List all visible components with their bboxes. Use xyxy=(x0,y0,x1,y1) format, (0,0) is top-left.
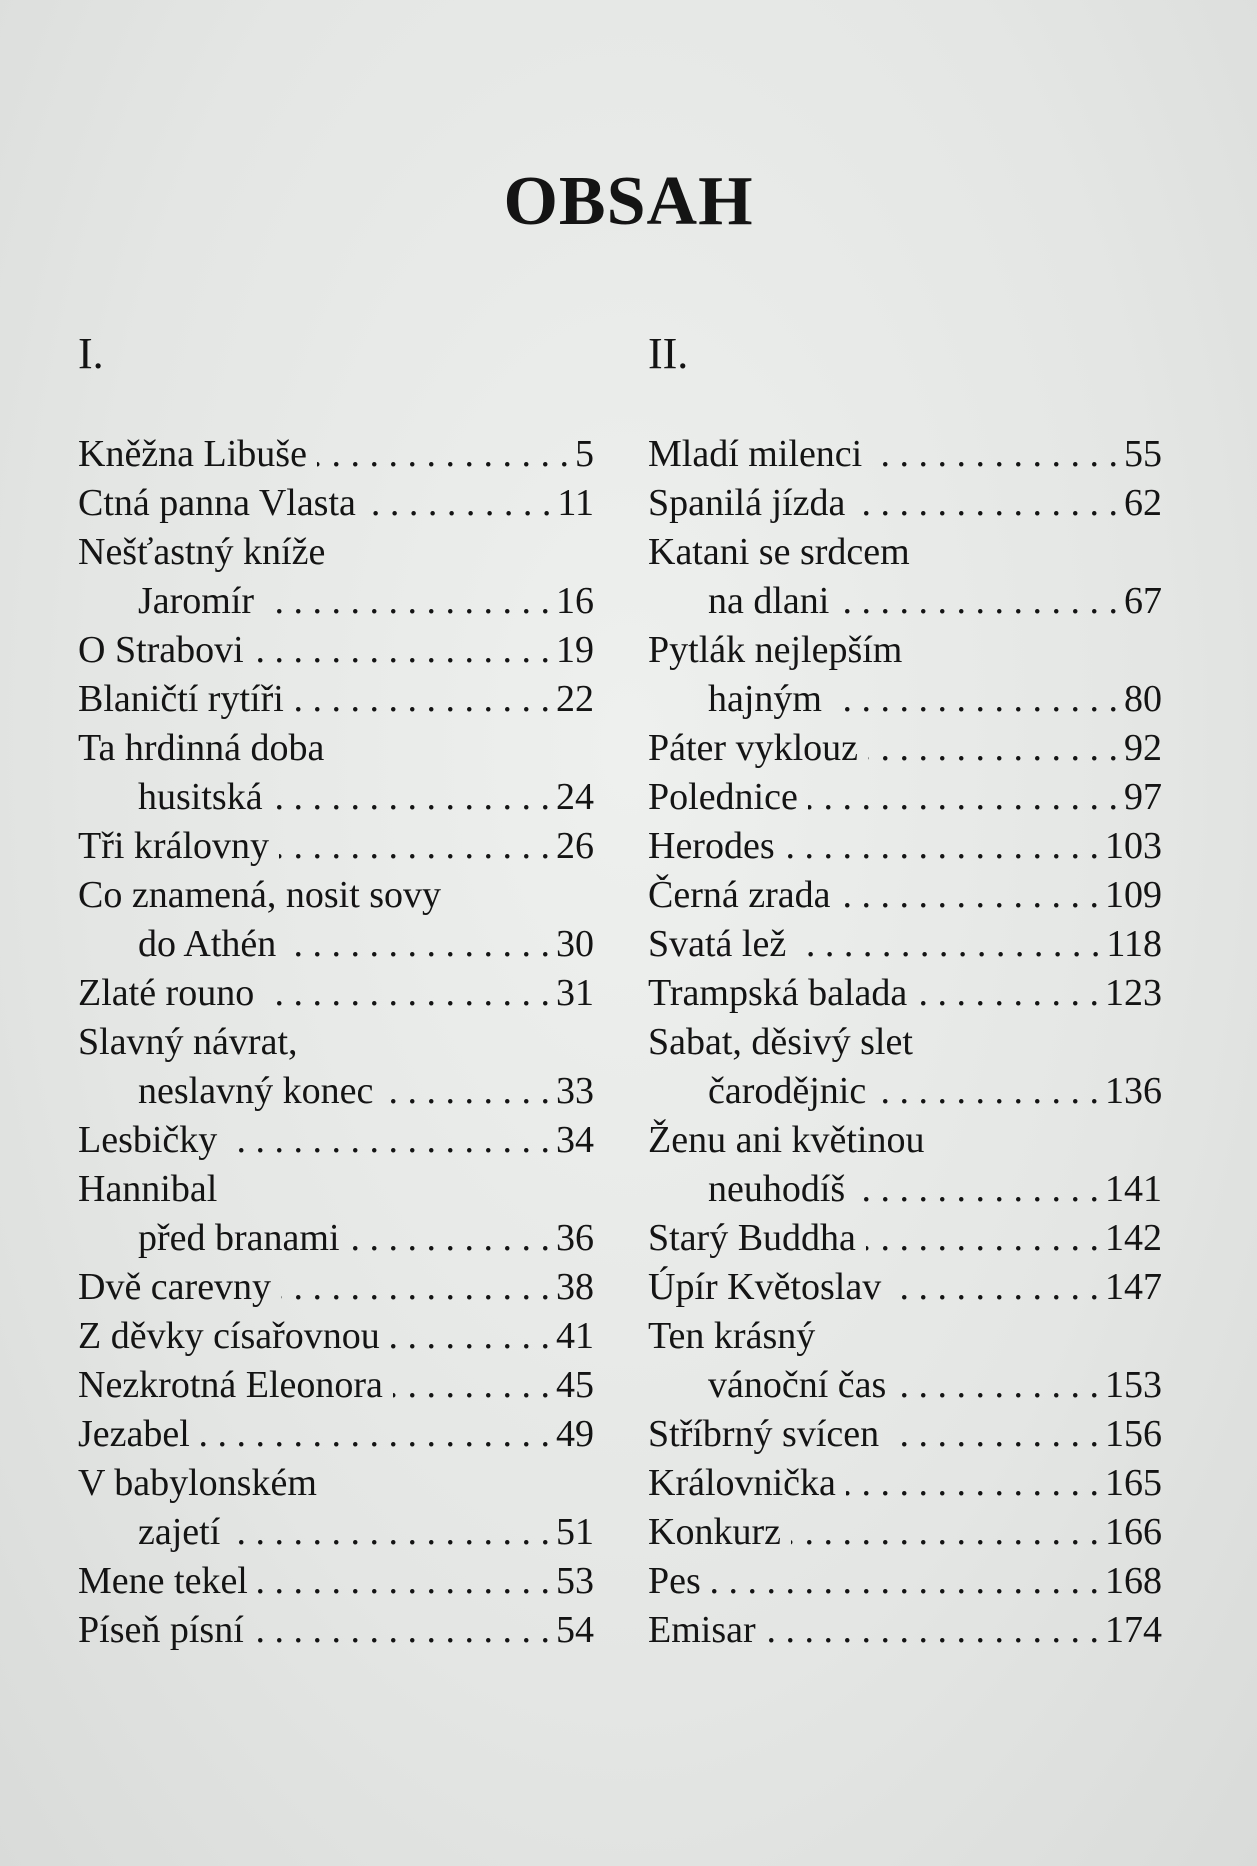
dot-leader xyxy=(230,1508,550,1557)
toc-entry xyxy=(648,626,1162,724)
toc-entry-line xyxy=(78,577,594,626)
dot-leader xyxy=(796,920,1100,969)
toc-entry xyxy=(648,528,1162,626)
dot-leader xyxy=(891,1263,1099,1312)
toc-entry xyxy=(78,430,594,479)
dot-leader xyxy=(855,1165,1099,1214)
toc-page-number: 22 xyxy=(556,678,594,720)
toc-entry-title: Dvě carevny xyxy=(78,1266,272,1308)
toc-entry-title: Královnička xyxy=(648,1462,836,1504)
toc-entry xyxy=(78,626,594,675)
toc-entry-title: Trampská balada xyxy=(648,972,908,1014)
dot-leader xyxy=(294,675,550,724)
toc-entry-title: neuhodíš xyxy=(708,1168,846,1210)
toc-entry-line xyxy=(648,528,1162,577)
toc-entry-title: Blaničtí rytíři xyxy=(78,678,284,720)
dot-leader xyxy=(350,1214,550,1263)
toc-entry xyxy=(648,822,1162,871)
toc-entry-title: Ta hrdinná doba xyxy=(78,727,325,769)
toc-entry-title: Katani se srdcem xyxy=(648,531,910,573)
dot-leader xyxy=(889,1410,1099,1459)
toc-entry xyxy=(648,724,1162,773)
toc-entry-title: Spanilá jízda xyxy=(648,482,846,524)
toc-page-number: 49 xyxy=(556,1413,594,1455)
toc-entry-line xyxy=(648,1410,1162,1459)
toc-page-number: 165 xyxy=(1105,1462,1162,1504)
toc-entry-title: vánoční čas xyxy=(708,1364,887,1406)
toc-entry xyxy=(78,1018,594,1116)
toc-entry xyxy=(78,675,594,724)
toc-entry xyxy=(78,1312,594,1361)
toc-entry-title: Svatá lež xyxy=(648,923,787,965)
toc-entry-title: Úpír Květoslav xyxy=(648,1266,882,1308)
toc-entry-line xyxy=(78,1361,594,1410)
toc-entry-title: Jezabel xyxy=(78,1413,190,1455)
toc-entry-line xyxy=(78,479,594,528)
toc-entry-title: Ten krásný xyxy=(648,1315,816,1357)
toc-entry-title: neslavný konec xyxy=(138,1070,374,1112)
toc-page-number: 55 xyxy=(1124,433,1162,475)
toc-entry-title: Konkurz xyxy=(648,1511,781,1553)
toc-entry-line xyxy=(648,1067,1162,1116)
toc-page-number: 80 xyxy=(1124,678,1162,720)
dot-leader xyxy=(366,479,552,528)
toc-entry-line xyxy=(78,871,594,920)
toc-entry-line xyxy=(648,1018,1162,1067)
toc-entry-line xyxy=(78,626,594,675)
toc-entry-title: Páter vyklouz xyxy=(648,727,859,769)
toc-entry-line xyxy=(648,1263,1162,1312)
dot-leader xyxy=(841,871,1100,920)
toc-entry-title: před branami xyxy=(138,1217,340,1259)
toc-page-number: 30 xyxy=(556,923,594,965)
toc-page-number: 54 xyxy=(556,1609,594,1651)
toc-entry-line xyxy=(648,773,1162,822)
toc-page-number: 123 xyxy=(1105,972,1162,1014)
dot-leader xyxy=(839,577,1118,626)
toc-page-number: 24 xyxy=(556,776,594,818)
toc-page-number: 147 xyxy=(1105,1266,1162,1308)
toc-entry-line xyxy=(648,724,1162,773)
toc-entry xyxy=(648,430,1162,479)
toc-entry-title: Mladí milenci xyxy=(648,433,863,475)
toc-page-number: 109 xyxy=(1105,874,1162,916)
toc-entry xyxy=(78,1361,594,1410)
toc-entry xyxy=(78,1459,594,1557)
toc-entry xyxy=(78,871,594,969)
toc-entry xyxy=(648,1459,1162,1508)
toc-entry-title: Tři královny xyxy=(78,825,270,867)
toc-entry-line xyxy=(78,920,594,969)
toc-entry xyxy=(78,1410,594,1459)
toc-entry-line xyxy=(78,822,594,871)
toc-entry-title: Lesbičky xyxy=(78,1119,218,1161)
dot-leader xyxy=(273,773,550,822)
toc-entry-title: Polednice xyxy=(648,776,798,818)
toc-page-number: 67 xyxy=(1124,580,1162,622)
toc-entry xyxy=(648,773,1162,822)
dot-leader xyxy=(855,479,1118,528)
toc-entry-line xyxy=(78,1459,594,1508)
toc-entry-title: Sabat, děsivý slet xyxy=(648,1021,913,1063)
dot-leader xyxy=(866,1214,1099,1263)
toc-column-1 xyxy=(78,330,594,1655)
dot-leader xyxy=(286,920,550,969)
toc-entry-title: Emisar xyxy=(648,1609,756,1651)
toc-entry xyxy=(648,1508,1162,1557)
dot-leader xyxy=(766,1606,1099,1655)
toc-entry-title: na dlani xyxy=(708,580,830,622)
toc-entry-line xyxy=(78,1263,594,1312)
toc-page-number: 26 xyxy=(556,825,594,867)
toc-entry xyxy=(648,1263,1162,1312)
toc-page-number: 136 xyxy=(1105,1070,1162,1112)
dot-leader xyxy=(791,1508,1099,1557)
dot-leader xyxy=(393,1361,550,1410)
toc-entry-title: zajetí xyxy=(138,1511,221,1553)
toc-entry-line xyxy=(648,1508,1162,1557)
toc-entry xyxy=(78,1165,594,1263)
toc-page-number: 168 xyxy=(1105,1560,1162,1602)
toc-entry-title: Mene tekel xyxy=(78,1560,248,1602)
toc-entry xyxy=(648,920,1162,969)
toc-page-number: 5 xyxy=(575,433,594,475)
dot-leader xyxy=(281,1263,550,1312)
toc-entry-title: do Athén xyxy=(138,923,277,965)
toc-page-number: 31 xyxy=(556,972,594,1014)
toc-entry-title: Z děvky císařovnou xyxy=(78,1315,380,1357)
toc-page-number: 92 xyxy=(1124,727,1162,769)
toc-page-number: 19 xyxy=(556,629,594,671)
toc-page-number: 141 xyxy=(1105,1168,1162,1210)
toc-entry-title: Hannibal xyxy=(78,1168,218,1210)
toc-entry-line xyxy=(648,577,1162,626)
toc-entry-title: Nešťastný kníže xyxy=(78,531,326,573)
toc-entry xyxy=(78,1557,594,1606)
toc-entry-title: Ctná panna Vlasta xyxy=(78,482,356,524)
toc-page-number: 11 xyxy=(557,482,594,524)
toc-entry-line xyxy=(648,969,1162,1018)
toc-page-number: 62 xyxy=(1124,482,1162,524)
toc-entry-title: Kněžna Libuše xyxy=(78,433,307,475)
toc-entry-title: Ženu ani květinou xyxy=(648,1119,925,1161)
toc-entry-line xyxy=(78,528,594,577)
toc-entry-line xyxy=(78,1606,594,1655)
dot-leader xyxy=(317,430,569,479)
toc-entry xyxy=(78,1606,594,1655)
toc-entry-line xyxy=(648,675,1162,724)
section-heading: I. xyxy=(78,329,104,378)
toc-entry xyxy=(648,1312,1162,1410)
toc-entry-line xyxy=(648,430,1162,479)
toc-entry-title: husitská xyxy=(138,776,263,818)
toc-entry xyxy=(78,969,594,1018)
toc-entry-line xyxy=(78,1116,594,1165)
toc-entry-title: Herodes xyxy=(648,825,775,867)
toc-entry xyxy=(78,479,594,528)
toc-entry xyxy=(648,1606,1162,1655)
page-title: OBSAH xyxy=(503,162,754,240)
toc-page-number: 38 xyxy=(556,1266,594,1308)
toc-entry-title: Píseň písní xyxy=(78,1609,244,1651)
toc-entry-title: Zlaté rouno xyxy=(78,972,255,1014)
toc-page-number: 33 xyxy=(556,1070,594,1112)
toc-entry-line xyxy=(78,1214,594,1263)
dot-leader xyxy=(258,1557,550,1606)
toc-entry-line xyxy=(648,822,1162,871)
toc-entry-line xyxy=(78,675,594,724)
toc-entry xyxy=(648,1410,1162,1459)
toc-entry-title: čarodějnic xyxy=(708,1070,867,1112)
toc-page-number: 41 xyxy=(556,1315,594,1357)
dot-leader xyxy=(832,675,1118,724)
toc-page-number: 51 xyxy=(556,1511,594,1553)
toc-entry-line xyxy=(78,1018,594,1067)
toc-page-number: 53 xyxy=(556,1560,594,1602)
toc-entry-title: Černá zrada xyxy=(648,874,831,916)
toc-entry xyxy=(78,1116,594,1165)
toc-entry-title: O Strabovi xyxy=(78,629,244,671)
toc-entry-line xyxy=(648,1165,1162,1214)
toc-page-number: 142 xyxy=(1105,1217,1162,1259)
dot-leader xyxy=(200,1410,550,1459)
toc-entry-line xyxy=(78,1165,594,1214)
dot-leader xyxy=(876,1067,1099,1116)
toc-entry xyxy=(78,724,594,822)
toc-entry-list xyxy=(78,430,594,1655)
toc-page-number: 156 xyxy=(1105,1413,1162,1455)
dot-leader xyxy=(846,1459,1099,1508)
toc-entry-line xyxy=(648,1116,1162,1165)
toc-entry-title: hajným xyxy=(708,678,822,720)
toc-entry-line xyxy=(78,1410,594,1459)
dot-leader xyxy=(917,969,1099,1018)
toc-entry-title: Pes xyxy=(648,1560,701,1602)
toc-entry-line xyxy=(78,1508,594,1557)
dot-leader xyxy=(785,822,1099,871)
toc-entry-line xyxy=(648,1557,1162,1606)
dot-leader xyxy=(896,1361,1099,1410)
dot-leader xyxy=(383,1067,550,1116)
toc-entry-line xyxy=(78,1557,594,1606)
toc-entry xyxy=(78,1263,594,1312)
dot-leader xyxy=(390,1312,550,1361)
toc-entry-line xyxy=(648,920,1162,969)
toc-entry-line xyxy=(78,773,594,822)
toc-column-2 xyxy=(648,330,1162,1655)
toc-page-number: 174 xyxy=(1105,1609,1162,1651)
toc-page-number: 97 xyxy=(1124,776,1162,818)
toc-entry-line xyxy=(78,969,594,1018)
toc-entry xyxy=(648,1214,1162,1263)
toc-entry xyxy=(648,1116,1162,1214)
toc-entry xyxy=(648,969,1162,1018)
toc-entry-title: Starý Buddha xyxy=(648,1217,856,1259)
toc-entry-title: Jaromír xyxy=(138,580,255,622)
toc-entry-line xyxy=(78,430,594,479)
toc-page-number: 166 xyxy=(1105,1511,1162,1553)
toc-entry-line xyxy=(78,724,594,773)
toc-entry-line xyxy=(648,626,1162,675)
toc-entry-title: Co znamená, nosit sovy xyxy=(78,874,442,916)
toc-entry-title: Pytlák nejlepším xyxy=(648,629,903,671)
toc-entry xyxy=(648,1018,1162,1116)
dot-leader xyxy=(264,577,550,626)
toc-page-number: 103 xyxy=(1105,825,1162,867)
toc-entry xyxy=(78,822,594,871)
toc-entry xyxy=(78,528,594,626)
toc-entry-line xyxy=(78,1312,594,1361)
dot-leader xyxy=(808,773,1118,822)
toc-entry-line xyxy=(78,1067,594,1116)
toc-entry xyxy=(648,871,1162,920)
toc-page-number: 34 xyxy=(556,1119,594,1161)
dot-leader xyxy=(264,969,550,1018)
toc-page-number: 36 xyxy=(556,1217,594,1259)
toc-page-number: 153 xyxy=(1105,1364,1162,1406)
toc-entry-list xyxy=(648,430,1162,1655)
toc-entry-line xyxy=(648,1214,1162,1263)
dot-leader xyxy=(254,626,550,675)
dot-leader xyxy=(279,822,550,871)
section-heading: II. xyxy=(648,329,689,378)
toc-entry-line xyxy=(648,871,1162,920)
toc-entry-title: Slavný návrat, xyxy=(78,1021,298,1063)
toc-entry-title: V babylonském xyxy=(78,1462,317,1504)
toc-entry-line xyxy=(648,1459,1162,1508)
dot-leader xyxy=(254,1606,550,1655)
toc-entry-title: Nezkrotná Eleonora xyxy=(78,1364,383,1406)
toc-entry-line xyxy=(648,1312,1162,1361)
toc-page-number: 118 xyxy=(1106,923,1162,965)
dot-leader xyxy=(868,724,1118,773)
dot-leader xyxy=(872,430,1118,479)
dot-leader xyxy=(711,1557,1099,1606)
toc-entry-line xyxy=(648,1361,1162,1410)
toc-page-number: 16 xyxy=(556,580,594,622)
toc-entry-line xyxy=(648,479,1162,528)
toc-entry-title: Stříbrný svícen xyxy=(648,1413,880,1455)
toc-entry xyxy=(648,1557,1162,1606)
dot-leader xyxy=(227,1116,550,1165)
toc-entry xyxy=(648,479,1162,528)
toc-entry-line xyxy=(648,1606,1162,1655)
toc-page-number: 45 xyxy=(556,1364,594,1406)
